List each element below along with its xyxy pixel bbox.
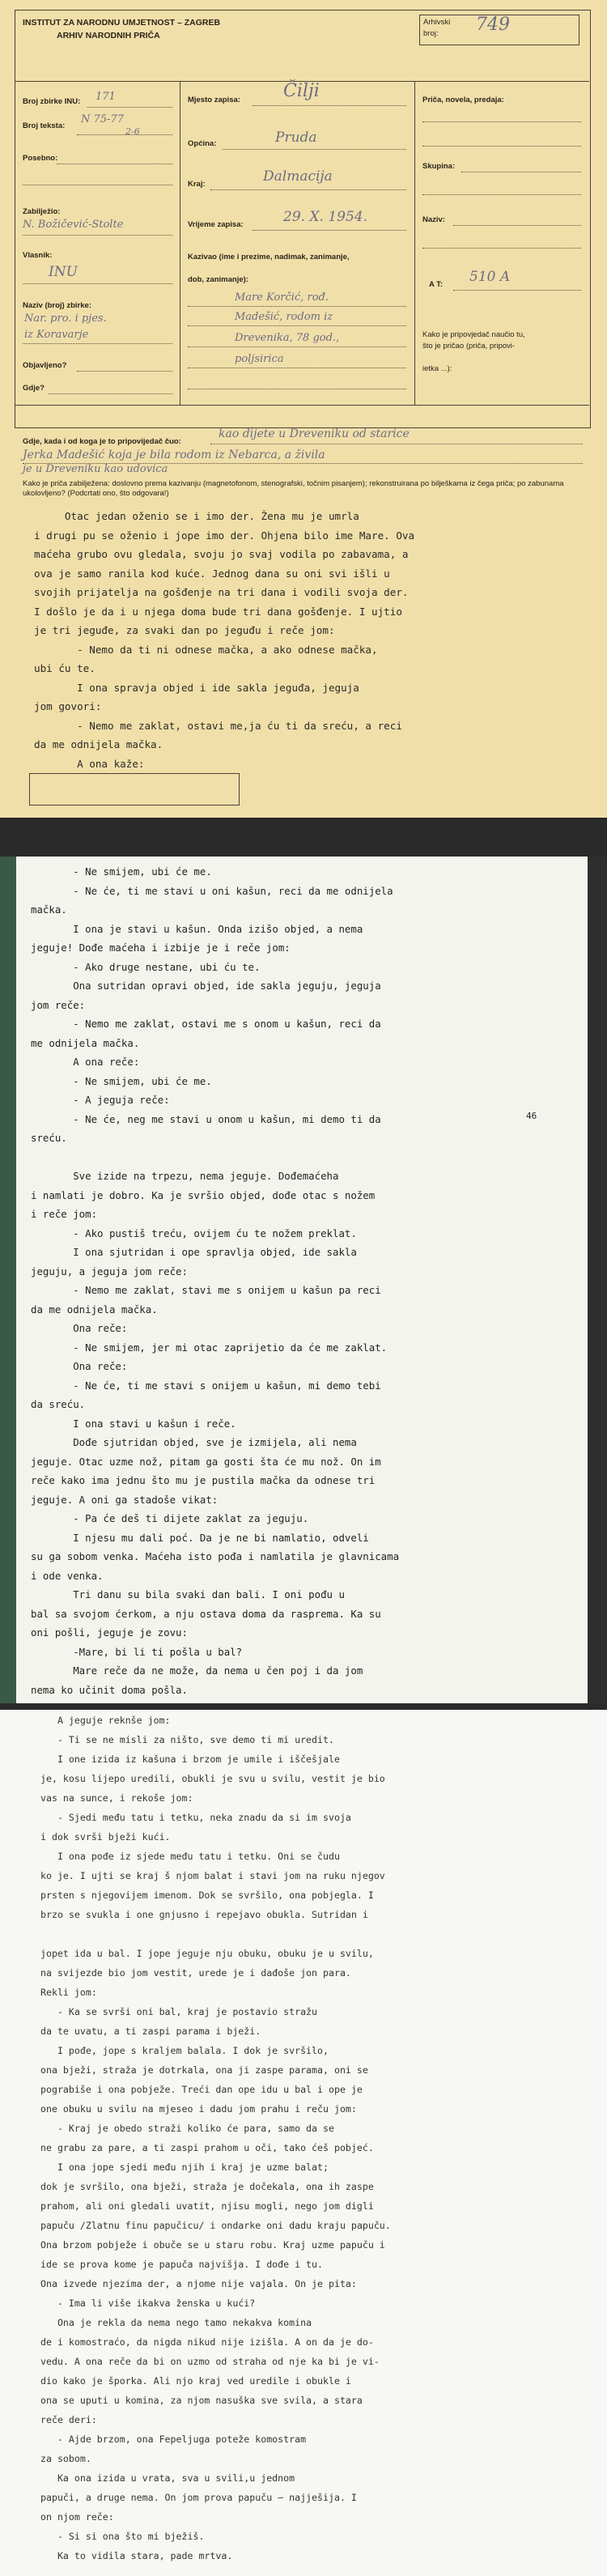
text-line: jom reče:	[31, 998, 86, 1011]
text-line: - Ajde brzom, ona Fepeljuga poteže komostram	[40, 2434, 307, 2445]
page-number: 46	[526, 1111, 537, 1121]
text-line: pograbiše i ona pobježe. Treći dan ope idu u bal i ope je	[40, 2084, 363, 2095]
text-line: - Ako pustiš treću, ovijem ću te nožem preklat.	[31, 1226, 357, 1239]
text-number-label: Broj teksta:	[23, 121, 66, 130]
field-line	[453, 290, 581, 291]
text-line: I ona pođe iz sjede među tatu i tetku. Oni se čudu	[40, 1851, 340, 1862]
collection-name-value-2: iz Koravarje	[24, 329, 89, 341]
text-line: - Ti se ne misli za ništo, sve demo ti mi uredit.	[40, 1734, 334, 1745]
text-line: bal sa svojom ćerkom, a nju ostava doma da rasprema. Ka su	[31, 1607, 381, 1620]
text-line: - Si si ona što mi bježiš.	[40, 2531, 205, 2542]
text-line: reče kako ima jednu što mu je pustila mačka da odnese tri	[31, 1474, 376, 1486]
card-bottom-box	[29, 773, 240, 806]
text-line: sreću.	[31, 1132, 67, 1144]
text-line: i dok svrši bježi kući.	[40, 1831, 171, 1843]
field-line	[188, 346, 406, 347]
text-line: one obuku u svilu na mjeseo i dadu jom prahu i reču jom:	[40, 2103, 357, 2115]
text-line: ne grabu za pare, a ti zaspi prahom u oči, tako ćeš pobjeć.	[40, 2142, 374, 2153]
narrator-label: Kazivao (ime i prezime, nadimak, zanimanje,	[188, 253, 350, 261]
text-line: na svijezde bio jom vestit, urede je i dađoše jon para.	[40, 1967, 351, 1979]
collection-name-label: Naziv (broj) zbirke:	[23, 301, 91, 310]
narrator-value-1: Mare Korčić, rođ.	[235, 291, 329, 304]
text-line: jeguje. A oni ga stadoše vikat:	[31, 1493, 219, 1506]
text-line: da te uvatu, a ti zaspi parama i bježi.	[40, 2026, 261, 2037]
field-line	[210, 189, 406, 190]
where-told-value-2: Jerka Madešić koja je bila rodom iz Nebarca, a živila	[23, 448, 325, 461]
text-line: - Nemo me zaklat, stavi me s onijem u kašun pa reci	[31, 1284, 381, 1296]
text-line: i reče jom:	[31, 1208, 98, 1220]
text-line: maćeha grubo ovu gledala, svoju jo svaj vodila po zabavama, a	[34, 548, 409, 560]
text-line: oni pošli, jeguje je zovu:	[31, 1626, 188, 1639]
field-line	[453, 225, 581, 226]
text-line: I ona je stavi u kašun. Onda izišo objed, a nema	[31, 922, 363, 935]
recorder-value: N. Božičević-Stolte	[23, 219, 124, 231]
text-line: su ga sobom venka. Maćeha isto pođa i namlatila je glavnicama	[31, 1550, 400, 1562]
text-line: A ona kaže:	[34, 757, 145, 770]
text-line: ona se uputi u komina, za njom nasuška sve svila, a stara	[40, 2395, 363, 2406]
text-line: ubi ću te.	[34, 662, 96, 674]
text-line: - Sjedi među tatu i tetku, neka znadu da si im svoja	[40, 1812, 351, 1823]
text-line: jom govori:	[34, 700, 102, 712]
text-number-value-2: 2-6	[125, 126, 140, 137]
text-line: me odnijela mačka.	[31, 1036, 140, 1049]
page-edge-right	[588, 857, 607, 1703]
text-line: I one izida iz kašuna i brzom je umile i iščešjale	[40, 1753, 340, 1765]
time-label: Vrijeme zapisa:	[188, 220, 244, 229]
text-line: papuču /Zlatnu finu papučicu/ i ondarke oni dadu kraju papuču.	[40, 2220, 391, 2231]
narrator-value-3: Drevenika, 78 god.,	[235, 332, 340, 344]
text-line: da sreću.	[31, 1398, 86, 1410]
text-line: ona bježi, straža je dotrkala, ona ji zaspe parama, oni se	[40, 2064, 368, 2076]
text-line: jopet ida u bal. I jope jeguje nju obuku, obuku je u svilu,	[40, 1948, 374, 1959]
text-line: I došlo je da i u njega doma bude tri dana gošđenje. I ujtio	[34, 605, 402, 618]
field-line	[23, 283, 172, 284]
owner-value: INU	[49, 264, 78, 280]
text-number-value: N 75-77	[81, 113, 124, 125]
where-told-value-3: je u Dreveniku kao udovica	[23, 463, 168, 475]
archive-number-value: 749	[476, 15, 510, 35]
text-line: Ona izvede njezima der, a njome nije vajala. On je pita:	[40, 2278, 357, 2289]
text-line: ide se prova kome je papuča najvišja. I dođe i tu.	[40, 2259, 324, 2270]
field-line	[49, 393, 172, 394]
text-line: dok je svršilo, ona bježi, straža je dočekala, ona ih zaspe	[40, 2181, 374, 2192]
field-line	[77, 134, 172, 135]
archive-card-page	[0, 0, 607, 818]
text-line: mačka.	[31, 903, 67, 916]
collection-number-label: Broj zbirke INU:	[23, 97, 81, 106]
text-line: - Nemo me zaklat, ostavi me,ja ću ti da sreću, a reci	[34, 719, 402, 732]
text-line: Ona sutridan opravi objed, ide sakla jeguju, jeguja	[31, 980, 381, 992]
text-line: svojih prijatelja na gošđenje na tri dana i vodili svoja der.	[34, 586, 409, 598]
text-line: nema ko učinit doma pošla.	[31, 1683, 188, 1696]
text-line: prsten s njegovijem imenom. Dok se svršilo, ona pobjegla. I	[40, 1889, 374, 1901]
text-line: - Ne će, ti me stavi u oni kašun, reci da me odnijela	[31, 884, 393, 897]
text-line: Sve izide na trpezu, nema jeguje. Dođemaćeha	[31, 1170, 339, 1182]
field-line	[87, 107, 172, 108]
archive-number-label-2: broj:	[423, 29, 439, 38]
footer-divider	[15, 405, 589, 406]
kind-label: Priča, novela, predaja:	[422, 96, 504, 104]
text-line: jeguje! Dođe maćeha i izbije je i reče jom:	[31, 942, 291, 954]
at-label: A T:	[429, 280, 444, 289]
archive-title: ARHIV NARODNIH PRIČA	[57, 31, 160, 40]
text-line: - Ako druge nestane, ubi ću te.	[31, 960, 261, 973]
field-line	[253, 230, 406, 231]
field-line	[223, 149, 406, 150]
owner-label: Vlasnik:	[23, 251, 53, 260]
text-line: i drugi pu se oženio i jope imo der. Ohjena bilo ime Mare. Ova	[34, 529, 415, 542]
archive-number-label: Arhivski	[423, 18, 451, 27]
text-line: de i komostraćo, da nigda nikud nije izišla. A on da je do-	[40, 2336, 374, 2348]
field-line	[422, 194, 581, 195]
narrator-value-4: poljsirica	[235, 353, 284, 365]
text-line: prahom, ali oni gledali uvatit, njisu mogli, nego jom digli	[40, 2200, 374, 2212]
municipality-value: Pruda	[275, 130, 317, 146]
text-line: on njom reče:	[40, 2511, 114, 2523]
narrator-value-2: Madešić, rodom iz	[235, 311, 333, 323]
text-line: ko je. I ujti se kraj š njom balat i stavi jom na ruku njegov	[40, 1870, 385, 1881]
field-line	[188, 306, 406, 307]
text-line: dio kako je šporka. Ali njo kraj ved uredile i obukle i	[40, 2375, 351, 2387]
field-line	[253, 105, 406, 106]
typescript-page-2	[0, 857, 607, 1703]
text-line: Mare reče da ne može, da nema u čen poj i da jom	[31, 1664, 363, 1677]
published-label: Objavljeno?	[23, 361, 67, 370]
text-line: - Pa će deš ti dijete zaklat za jeguju.	[31, 1512, 309, 1524]
text-line: - Nemo me zaklat, ostavi me s onom u kašun, reci da	[31, 1018, 381, 1030]
field-line	[422, 146, 581, 147]
text-line: Tri danu su bila svaki dan bali. I oni pođu u	[31, 1588, 345, 1600]
text-line: -Mare, bi li ti pošla u bal?	[31, 1645, 243, 1658]
text-line: vedu. A ona reče da bi on uzmo od straha od nje ka bi je vi-	[40, 2356, 380, 2367]
text-line: I pođe, jope s kraljem balala. I dok je svršilo,	[40, 2045, 329, 2056]
text-line: Ka ona izida u vrata, sva u svili,u jednom	[40, 2472, 295, 2484]
text-line: Otac jedan oženio se i imo der. Žena mu je umrla	[34, 510, 359, 522]
text-line: i namlati je dobro. Ka je svršio objed, dođe otac s nožem	[31, 1188, 376, 1201]
region-value: Dalmacija	[263, 168, 333, 185]
text-line: papuči, a druge nema. On jom prova papuču – najješija. I	[40, 2492, 357, 2503]
text-line: - Ka se svrši oni bal, kraj je postavio stražu	[40, 2006, 318, 2017]
text-line: Ona reče:	[31, 1322, 128, 1334]
field-line	[23, 235, 172, 236]
text-line: Ka to vidila stara, pade mrtva.	[40, 2550, 233, 2561]
narrator-label-2: dob, zanimanje):	[188, 275, 248, 284]
text-line: da me odnijela mačka.	[34, 738, 163, 750]
group-label: Skupina:	[422, 162, 456, 171]
text-line: i ode venka.	[31, 1569, 104, 1582]
collection-name-value: Nar. pro. i pjes.	[24, 312, 107, 325]
typescript-page-3	[0, 1710, 607, 2576]
text-line: I ona stavi u kašun i reče.	[31, 1417, 236, 1430]
note-label-1: Kako je pripovjedač naučio tu,	[422, 330, 525, 339]
text-line: - Ne smijem, jer mi otac zaprijetio da će me zaklat.	[31, 1341, 388, 1354]
where-told-label: Gdje, kada i od koga je to pripovijedač čuo:	[23, 437, 181, 446]
field-line	[422, 121, 581, 122]
text-line: I ona spravja objed i ide sakla jeguđa, jeguja	[34, 681, 359, 694]
text-line: - A jeguja reče:	[31, 1094, 170, 1106]
field-line	[23, 463, 583, 464]
region-label: Kraj:	[188, 180, 206, 189]
note-label-2: što je pričao (priča, pripovi-	[422, 342, 516, 351]
text-line: - Ne će, neg me stavi u onom u kašun, mi demo ti da	[31, 1112, 381, 1125]
recording-note: Kako je priča zabilježena: doslovno prema kazivanju (magnetofonom, stenografski, točnim pisanjem); rekonstruirana po bilješkama iz čega priča; po zabunama ukolovljeno? (Podcrtati ono, što odgovara!)	[23, 479, 564, 498]
page-edge-left	[0, 857, 16, 1703]
text-line: brzo se svukla i one gnjusno i repejavo obukla. Sutridan i	[40, 1909, 368, 1920]
text-line: - Ima li više ikakva ženska u kući?	[40, 2298, 256, 2309]
text-line: A jeguje reknše jom:	[40, 1715, 171, 1726]
text-line: A ona reče:	[31, 1056, 140, 1068]
field-line	[422, 248, 581, 249]
note-label-3: ietka ...):	[422, 364, 452, 373]
recorder-label: Zabilježio:	[23, 207, 61, 216]
collection-number-value: 171	[96, 91, 116, 103]
time-value: 29. X. 1954.	[283, 209, 368, 225]
place-value: Čilji	[283, 81, 320, 101]
text-line: jeguju, a jeguja jom reče:	[31, 1265, 188, 1277]
at-value: 510 A	[469, 269, 511, 285]
institute-title: INSTITUT ZA NARODNU UMJETNOST – ZAGREB	[23, 18, 221, 28]
field-line	[188, 325, 406, 326]
text-line: Dođe sjutridan objed, sve je izmijela, ali nema	[31, 1436, 357, 1448]
text-line: reče deri:	[40, 2414, 97, 2425]
where-label: Gdje?	[23, 384, 45, 393]
where-told-value-1: kao dijete u Dreveniku od starice	[219, 427, 410, 440]
text-line: - Nemo da ti ni odnese mačka, a ako odnese mačka,	[34, 643, 378, 656]
text-line: - Kraj je obedo straži koliko će para, samo da se	[40, 2123, 334, 2134]
municipality-label: Općina:	[188, 139, 217, 148]
text-line: vas na sunce, i rekoše jom:	[40, 1792, 193, 1804]
place-label: Mjesto zapisa:	[188, 96, 240, 104]
sheet-label: Posebno:	[23, 154, 58, 163]
text-line: je, kosu lijepo uredili, obukli je svu u svilu, vestit je bio	[40, 1773, 385, 1784]
field-line	[23, 343, 172, 344]
title-label: Naziv:	[422, 215, 445, 224]
text-line: - Ne smijem, ubi će me.	[31, 865, 212, 878]
column-divider-right	[414, 81, 415, 405]
text-line: je tri jeguđe, za svaki dan po jeguđu i reče jom:	[34, 624, 335, 636]
text-line: Ona je rekla da nema nego tamo nekakva komina	[40, 2317, 312, 2328]
text-line: - Ne smijem, ubi će me.	[31, 1074, 212, 1087]
text-line: I njesu mu dali poć. Da je ne bi namlatio, odveli	[31, 1531, 369, 1544]
text-line: - Ne će, ti me stavi s onijem u kašun, mi demo tebi	[31, 1379, 381, 1392]
text-line: da me odnijela mačka.	[31, 1303, 158, 1316]
text-line: za sobom.	[40, 2453, 91, 2464]
text-line: I ona jope sjedi među njih i kraj je uzme balat;	[40, 2162, 329, 2173]
text-line: I ona sjutridan i ope spravlja objed, ide sakla	[31, 1246, 357, 1258]
text-line: jeguje. Otac uzme nož, pitam ga gosti šta će mu nož. On im	[31, 1455, 381, 1468]
text-line: ova je samo ranila kod kuće. Jednog dana su oni svi išli u	[34, 567, 390, 580]
text-line: Ona brzom pobježe i obuče se u staru robu. Kraj uzme papuču i	[40, 2239, 385, 2251]
text-line: Ona reče:	[31, 1360, 128, 1372]
text-line: Rekli jom:	[40, 1987, 97, 1998]
field-line	[77, 371, 172, 372]
